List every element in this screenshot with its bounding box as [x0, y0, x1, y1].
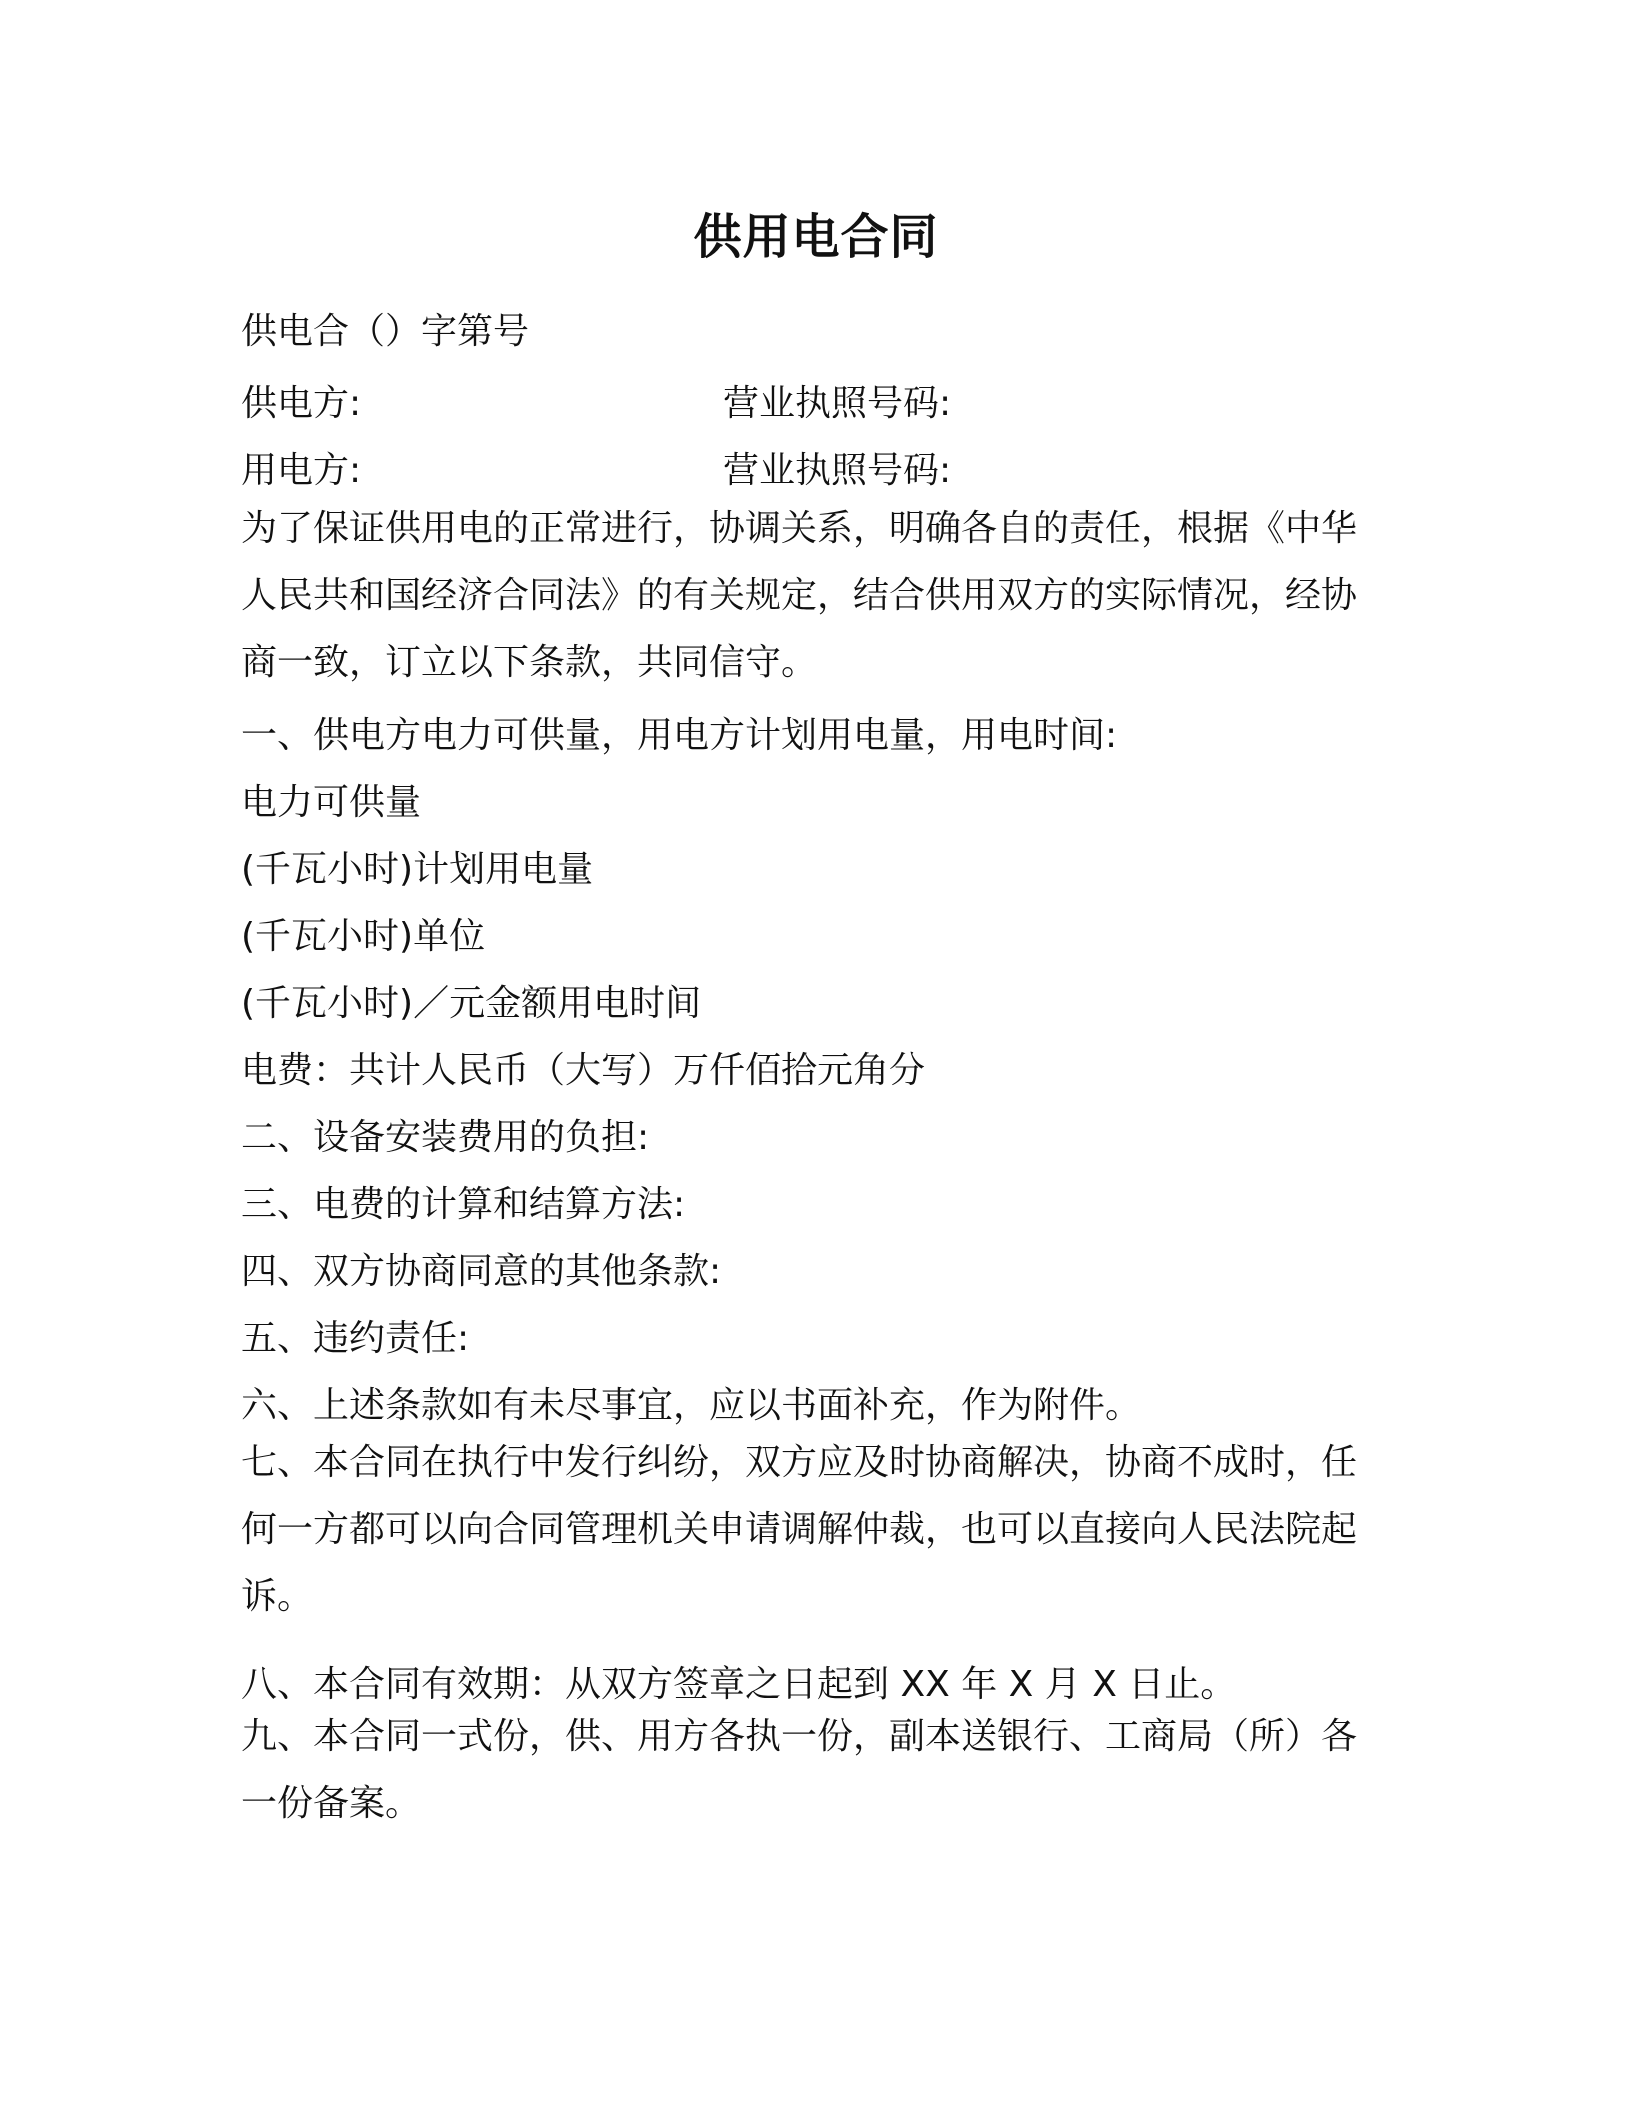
clause-3: 三、电费的计算和结算方法: — [241, 1184, 686, 1225]
item-amount-time: (千瓦小时)／元金额用电时间 — [241, 983, 702, 1024]
clause-1: 一、供电方电力可供量，用电方计划用电量，用电时间: — [241, 715, 1118, 756]
contract-number: 供电合（）字第号 — [241, 311, 530, 352]
clause-7: 七、本合同在执行中发行纠纷，双方应及时协商解决，协商不成时，任何一方都可以向合同管理机关申请调解仲裁，也可以直接向人民法院起诉。 — [241, 1442, 1358, 1617]
consumer-license-label: 营业执照号码: — [723, 450, 952, 491]
clause-5: 五、违约责任: — [241, 1318, 470, 1359]
supplier-license-label: 营业执照号码: — [723, 383, 952, 424]
clause-2: 二、设备安装费用的负担: — [241, 1117, 650, 1158]
item-power-supply: 电力可供量 — [241, 782, 422, 823]
clause-8: 八、本合同有效期：从双方签章之日起到 XX 年 X 月 X 日止。 — [241, 1664, 1237, 1705]
fee-total: 电费：共计人民币（大写）万仟佰拾元角分 — [241, 1050, 926, 1091]
clause-4: 四、双方协商同意的其他条款: — [241, 1251, 722, 1292]
document-title: 供用电合同 — [693, 209, 939, 265]
item-planned-usage: (千瓦小时)计划用电量 — [241, 849, 594, 890]
clause-9: 九、本合同一式份，供、用方各执一份，副本送银行、工商局（所）各一份备案。 — [241, 1716, 1358, 1824]
item-unit: (千瓦小时)单位 — [241, 916, 486, 957]
clause-6: 六、上述条款如有未尽事宜，应以书面补充，作为附件。 — [241, 1385, 1142, 1426]
supplier-label: 供电方: — [241, 383, 362, 424]
preamble-paragraph: 为了保证供用电的正常进行，协调关系，明确各自的责任，根据《中华人民共和国经济合同法》的有关规定，结合供用双方的实际情况，经协商一致，订立以下条款，共同信守。 — [241, 508, 1358, 683]
consumer-label: 用电方: — [241, 450, 362, 491]
